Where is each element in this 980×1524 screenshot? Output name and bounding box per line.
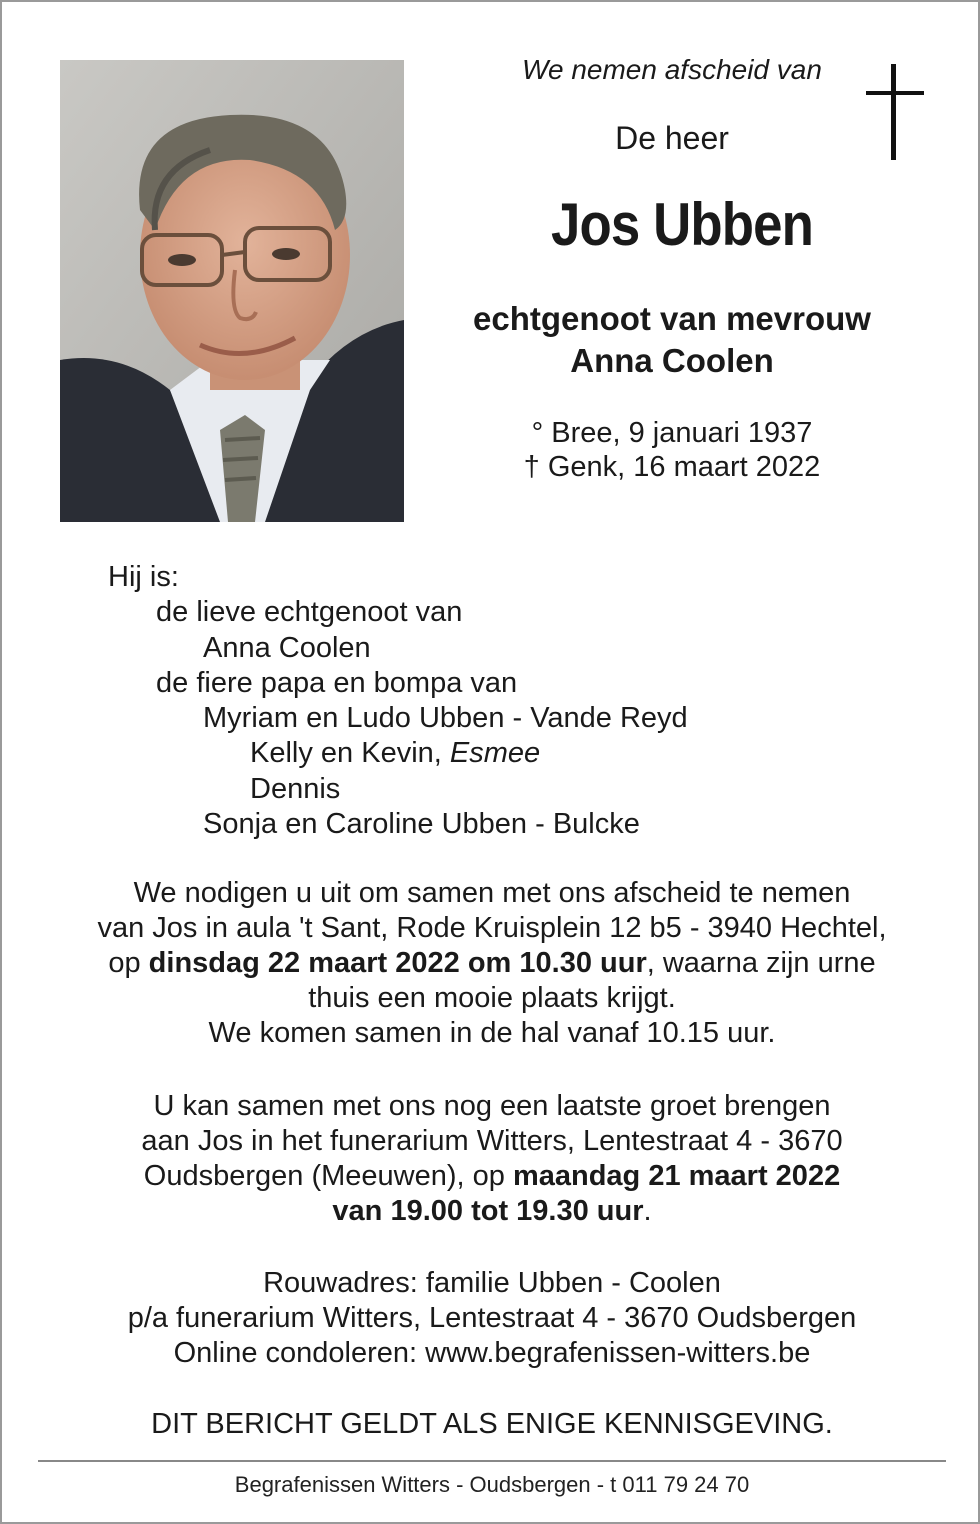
ceremony-info <box>42 876 942 1051</box>
divider <box>38 1460 946 1462</box>
condolence-link: Online condoleren: www.begrafenissen-witters.be <box>173 1337 811 1369</box>
ceremony-datetime: dinsdag 22 maart 2022 om 10.30 uur <box>148 947 647 979</box>
visitation-line: aan Jos in het funerarium Witters, Lentestraat 4 - 3670 <box>141 1125 843 1157</box>
spouse-line-2: Anna Coolen <box>570 342 774 379</box>
ceremony-line: van Jos in aula 't Sant, Rode Kruisplein 12 b5 - 3940 Hechtel, <box>97 912 887 944</box>
family-line <box>108 736 688 771</box>
visitation-info <box>42 1089 942 1229</box>
family-line: de fiere papa en bompa van <box>156 666 518 699</box>
visitation-time: van 19.00 tot 19.30 uur <box>332 1195 644 1227</box>
visitation-line <box>42 1159 942 1194</box>
family-text: Kelly en Kevin, <box>250 737 450 770</box>
ceremony-line <box>42 946 942 981</box>
family-text-italic: Esmee <box>449 737 541 770</box>
ceremony-text: op <box>108 947 149 979</box>
portrait-photo <box>60 60 404 522</box>
ceremony-line: thuis een mooie plaats krijgt. <box>308 982 676 1014</box>
family-line: Myriam en Ludo Ubben - Vande Reyd <box>203 702 688 735</box>
family-heading: Hij is: <box>108 561 179 593</box>
visitation-line: U kan samen met ons nog een laatste groet brengen <box>153 1090 831 1122</box>
visitation-line <box>42 1194 942 1229</box>
ceremony-text: , waarna zijn urne <box>646 947 876 979</box>
address-line: Rouwadres: familie Ubben - Coolen <box>263 1267 721 1299</box>
family-line: Anna Coolen <box>203 631 371 664</box>
birth-date: ° Bree, 9 januari 1937 <box>531 417 813 449</box>
intro-text: We nemen afscheid van <box>522 54 822 85</box>
honorific: De heer <box>615 120 729 156</box>
visitation-text: Oudsbergen (Meeuwen), op <box>143 1160 513 1192</box>
death-date: † Genk, 16 maart 2022 <box>523 451 821 483</box>
notice-text: DIT BERICHT GELDT ALS ENIGE KENNISGEVING. <box>151 1408 833 1440</box>
visitation-date: maandag 21 maart 2022 <box>512 1160 841 1192</box>
family-line: Sonja en Caroline Ubben - Bulcke <box>203 808 640 841</box>
visitation-text: . <box>643 1195 652 1227</box>
spouse-info <box>442 298 902 382</box>
address-info <box>42 1266 942 1371</box>
ceremony-line: We nodigen u uit om samen met ons afscheid te nemen <box>133 877 851 909</box>
ceremony-line: We komen samen in de hal vanaf 10.15 uur. <box>208 1017 776 1049</box>
spouse-line-1: echtgenoot van mevrouw <box>473 300 871 337</box>
family-list <box>108 560 688 842</box>
life-dates <box>442 416 902 484</box>
footer-text: Begrafenissen Witters - Oudsbergen - t 011 79 24 70 <box>234 1472 750 1497</box>
deceased-name: Jos Ubben <box>551 191 813 258</box>
family-line: de lieve echtgenoot van <box>156 596 463 629</box>
address-line: p/a funerarium Witters, Lentestraat 4 - 3670 Oudsbergen <box>127 1302 857 1334</box>
family-line: Dennis <box>250 772 341 805</box>
